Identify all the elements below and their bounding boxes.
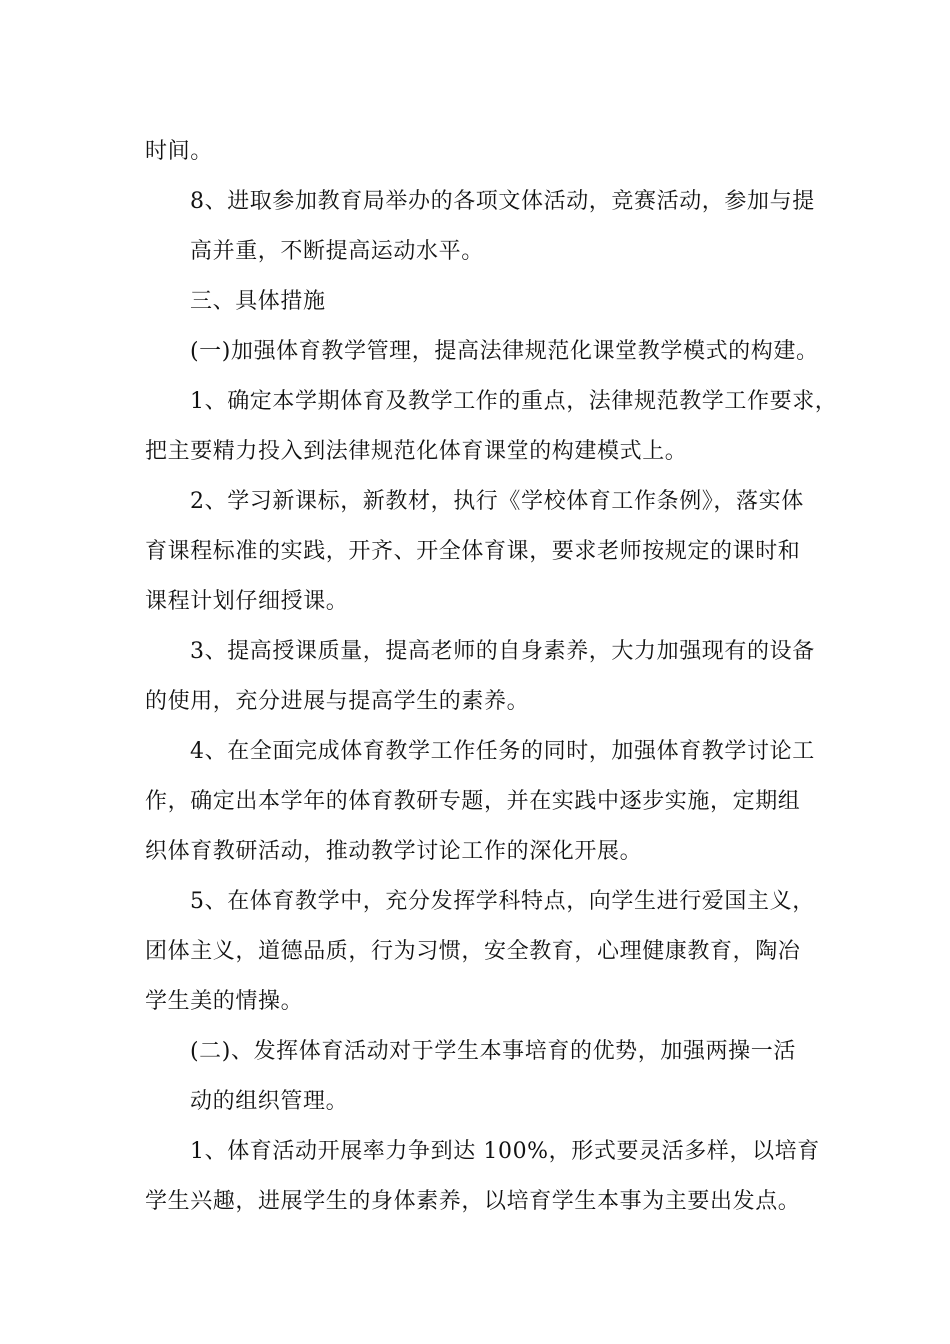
- subsection-heading-2: (二)、发挥体育活动对于学生本事培育的优势，加强两操一活: [190, 1039, 796, 1064]
- text-line-13: 4、在全面完成体育教学工作任务的同时，加强体育教学讨论工: [190, 739, 815, 764]
- text-line-11: 3、提高授课质量，提高老师的自身素养，大力加强现有的设备: [190, 639, 815, 664]
- text-line-3: 高并重，不断提高运动水平。: [190, 239, 484, 264]
- text-line-10: 课程计划仔细授课。: [145, 589, 349, 614]
- text-line-2: 8、进取参加教育局举办的各项文体活动，竞赛活动，参加与提: [190, 189, 815, 214]
- text-line-1: 时间。: [145, 139, 213, 164]
- text-line-8: 2、学习新课标，新教材，执行《学校体育工作条例》，落实体: [190, 489, 804, 514]
- text-line-15: 织体育教研活动，推动教学讨论工作的深化开展。: [145, 839, 643, 864]
- text-line-9: 育课程标准的实践，开齐、开全体育课，要求老师按规定的课时和: [145, 539, 801, 564]
- text-line-18: 学生美的情操。: [145, 989, 304, 1014]
- text-line-12: 的使用，充分进展与提高学生的素养。: [145, 689, 530, 714]
- text-line-6: 1、确定本学期体育及教学工作的重点，法律规范教学工作要求，: [190, 389, 838, 414]
- text-line-22: 学生兴趣，进展学生的身体素养，以培育学生本事为主要出发点。: [145, 1189, 801, 1214]
- text-line-14: 作，确定出本学年的体育教研专题，并在实践中逐步实施，定期组: [145, 789, 801, 814]
- text-line-16: 5、在体育教学中，充分发挥学科特点，向学生进行爱国主义，: [190, 889, 815, 914]
- subsection-heading-1: (一)加强体育教学管理，提高法律规范化课堂教学模式的构建。: [190, 339, 819, 364]
- section-heading: 三、具体措施: [190, 289, 326, 314]
- text-line-7: 把主要精力投入到法律规范化体育课堂的构建模式上。: [145, 439, 688, 464]
- text-line-20: 动的组织管理。: [190, 1089, 349, 1114]
- text-line-21: 1、体育活动开展率力争到达 100%，形式要灵活多样，以培育: [190, 1139, 820, 1164]
- text-line-17: 团体主义，道德品质，行为习惯，安全教育，心理健康教育，陶冶: [145, 939, 801, 964]
